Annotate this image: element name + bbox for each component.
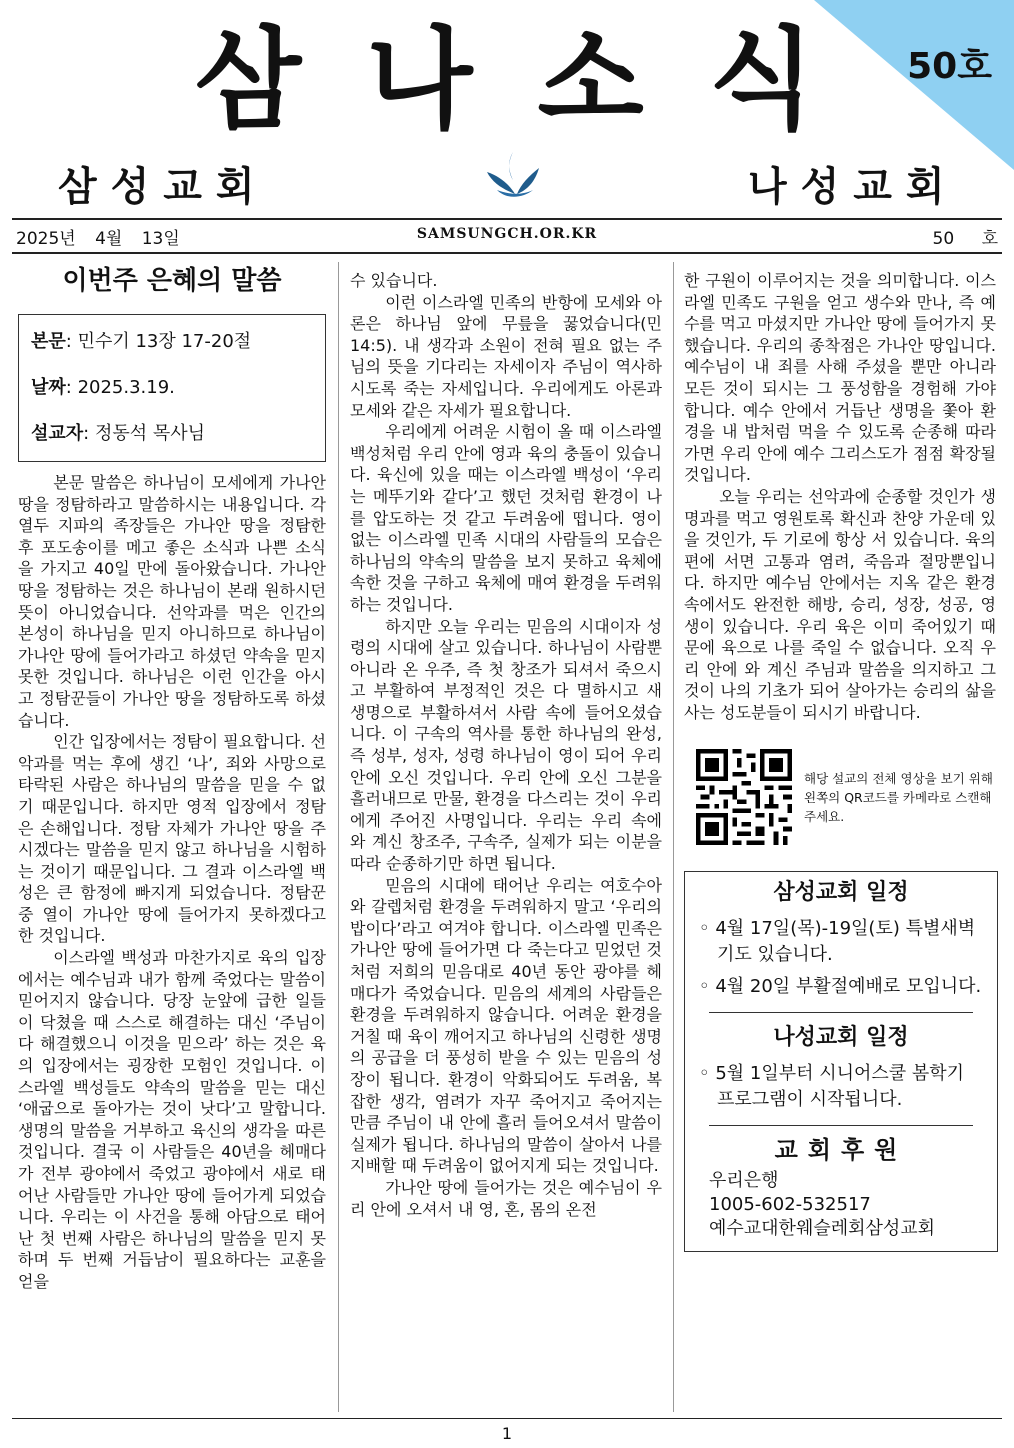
support-title: 교회후원: [774, 1135, 908, 1164]
schedule-box: [684, 871, 998, 1252]
info-label: 날짜: [31, 377, 66, 398]
samsung-schedule-title: 삼성교회 일정: [773, 880, 909, 906]
dove-logo-icon: [483, 150, 543, 200]
circle-bullet-icon: ◦: [699, 1062, 716, 1084]
qr-code-icon[interactable]: [696, 749, 792, 845]
masthead-char: 삼: [195, 16, 302, 144]
sermon-paragraph: 우리에게 어려운 시험이 올 때 이스라엘 백성처럼 우리 안에 영과 육의 충돌이 있습니다. 육신에 있을 때는 이스라엘 백성이 ‘우리는 메뚜기와 같다’고 했던 것처럼 환경이 나를 압도하는 것 같고 두려움에 떱니다. 영이 없는 이스라엘 민족 시대의 사람들의 모습은 하나님의 약속의 말씀을 보지 못하고 육체에 속한 것을 구하고 육체에 매여 환경을 두려워하는 것입니다.: [350, 422, 662, 614]
schedule-item-text: 4월 17일(목)-19일(토) 특별새벽기도 있습니다.: [715, 918, 976, 966]
info-value: : 정동석 목사님: [83, 423, 206, 444]
sermon-column-3: [684, 270, 996, 1252]
circle-bullet-icon: ◦: [699, 918, 716, 940]
schedule-divider: [709, 1012, 973, 1013]
page-number: 1: [501, 1424, 513, 1443]
sermon-paragraph: 인간 입장에서는 정탐이 필요합니다. 선악과를 먹는 후에 생긴 ‘나’, 죄와 사망으로 타락된 사람은 하나님의 말씀을 믿을 수 없기 때문입니다. 하지만 영적 입장에서 정탐은 손해입니다. 정탐 자체가 가나안 땅을 주시겠다는 말씀을 믿지 않고 하나님을 시험하는 것이기 때문입니다. 그 결과 이스라엘 백성은 큰 함정에 빠지게 되었습니다. 정탐꾼 중 열이 가나안 땅에 들어가지 못하겠다고 한 것입니다.: [18, 732, 326, 946]
info-value: : 민수기 13장 17-20절: [65, 331, 252, 352]
column-divider: [673, 262, 674, 1412]
dateline-rule: [12, 252, 1002, 254]
schedule-item-text: 4월 20일 부활절예배로 모입니다.: [715, 976, 982, 998]
sermon-paragraph: 한 구원이 이루어지는 것을 의미합니다. 이스라엘 민족도 구원을 얻고 생수와 만나, 즉 예수를 먹고 마셨지만 가나안 땅에 들어가지 못했습니다. 우리의 종착점은 가나안 땅입니다. 예수님이 내 죄를 사해 주셨을 뿐만 아니라 모든 것이 되시는 그 풍성함을 경험해 가야 합니다. 예수 안에서 거듭난 생명을 쫓아 환경을 내 밥처럼 먹을 수 있도록 순종해 따라가면 우리 안에 예수 그리스도가 점점 확장될 것입니다.: [684, 271, 996, 485]
sermon-paragraph: 하지만 오늘 우리는 믿음의 시대이자 성령의 시대에 살고 있습니다. 하나님이 사람뿐 아니라 온 우주, 즉 첫 창조가 되셔서 죽으시고 부활하여 부정적인 것은 다 멸하시고 새 생명으로 부활하셔서 사람 속에 들어오셨습니다. 이 구속의 역사를 통한 하나님의 완성, 즉 성부, 성자, 성령 하나님이 영이 되어 우리 안에 오신 것입니다. 우리 안에 오신 그분을 흘러내므로 만물, 환경을 다스리는 것이 우리에게 주어진 사명입니다. 우리는 우리 속에 와 계신 창조주, 구속주, 실제가 되는 이분을 따라 순종하기만 하면 됩니다.: [350, 616, 662, 874]
sermon-paragraph: 가나안 땅에 들어가는 것은 예수님이 우리 안에 오셔서 내 영, 혼, 몸의 온전: [350, 1177, 662, 1219]
info-date: [31, 375, 313, 401]
schedule-item: [699, 916, 983, 968]
circle-bullet-icon: ◦: [699, 976, 716, 998]
info-label: 설교자: [31, 423, 84, 444]
qr-section: [696, 749, 996, 845]
account-holder: 예수교대한웨슬레회삼성교회: [709, 1218, 936, 1240]
bank-name: 우리은행: [709, 1170, 779, 1192]
masthead-char: 나: [366, 16, 473, 144]
sermon-column-2: [350, 270, 662, 1220]
dateline: [16, 224, 998, 248]
samsung-schedule-list: [699, 916, 983, 1000]
church-name-right: 나성교회: [748, 164, 959, 210]
issue-badge: 50호: [907, 46, 992, 87]
qr-instruction: 해당 설교의 전체 영상을 보기 위해 왼쪽의 QR코드를 카메라로 스캔해 주세요.: [804, 770, 993, 824]
sermon-section-title: 이번주 은혜의 말씀: [62, 266, 282, 296]
schedule-item: [699, 1061, 983, 1113]
info-label: 본문: [31, 331, 66, 352]
naseong-schedule-title: 나성교회 일정: [773, 1025, 909, 1051]
sermon-paragraph: 본문 말씀은 하나님이 모세에게 가나안 땅을 정탐하라고 말씀하시는 내용입니다. 각 열두 지파의 족장들은 가나안 땅을 정탐한 후 포도송이를 메고 좋은 소식과 나쁜 소식을 가지고 40일 만에 돌아왔습니다. 가나안 땅을 정탐하는 것은 하나님이 본래 원하시던 뜻이 아니었습니다. 선악과를 먹은 인간의 본성이 하나님을 믿지 아니하므로 하나님이 가나안 땅에 들어가라고 하셨던 약속을 믿지 못한 것입니다. 하나님은 이런 인간을 아시고 정탐꾼들이 가나안 땅을 정탐하도록 하셨습니다.: [18, 473, 326, 730]
masthead-title: [195, 16, 815, 144]
sermon-info-box: [18, 314, 326, 462]
info-value: : 2025.3.19.: [65, 377, 175, 398]
masthead-char: 소: [537, 16, 644, 144]
sermon-paragraph: 오늘 우리는 선악과에 순종할 것인가 생명과를 먹고 영원토록 확신과 찬양 가운데 있을 것인가, 두 기로에 항상 서 있습니다. 육의 편에 서면 고통과 염려, 죽음과 절망뿐입니다. 하지만 예수님 안에서는 지옥 같은 환경 속에서도 완전한 해방, 승리, 성장, 성공, 영생이 있습니다. 우리 육은 이미 죽어있기 때문에 육으로 나를 죽일 수 없습니다. 오직 우리 안에 와 계신 주님과 말씀을 의지하고 그것이 나의 기초가 되어 살아가는 승리의 삶을 사는 성도분들이 되시기 바랍니다.: [684, 486, 996, 722]
account-number: 1005-602-532517: [709, 1194, 871, 1216]
sermon-paragraph: 이런 이스라엘 민족의 반항에 모세와 아론은 하나님 앞에 무릎을 꿇었습니다(민 14:5). 내 생각과 소원이 전혀 필요 없는 주님의 뜻을 기다리는 자세이자 주님이 역사하시도록 죽는 자세입니다. 우리에게도 아론과 모세와 같은 자세가 필요합니다.: [350, 292, 662, 420]
schedule-item: [699, 974, 983, 1000]
schedule-item-text: 5월 1일부터 시니어스쿨 봄학기 프로그램이 시작됩니다.: [715, 1062, 965, 1110]
issue-date: 2025년 4월 13일: [16, 229, 180, 249]
sermon-paragraph: 수 있습니다.: [350, 271, 438, 290]
column-divider: [338, 262, 339, 1412]
info-scripture: [31, 329, 313, 355]
info-preacher: [31, 421, 313, 447]
sermon-paragraph: 믿음의 시대에 태어난 우리는 여호수아와 갈렙처럼 환경을 두려워하지 말고 ‘우리의 밥이다’라고 여겨야 합니다. 이스라엘 민족은 가나안 땅에 들어가면 다 죽는다고 믿었던 것처럼 저희의 믿음대로 40년 동안 광야를 헤매다가 죽었습니다. 믿음의 세계의 사람들은 환경을 두려워하지 않습니다. 어려운 환경을 거칠 때 육이 깨어지고 하나님의 신령한 생명의 공급을 더 풍성히 받을 수 있는 믿음의 성장이 됩니다. 환경이 악화되어도 두려움, 복잡한 생각, 염려가 자꾸 죽어지고 죽어지는 만큼 주님이 내 안에 흘러 들어오셔서 말씀이 실제가 됩니다. 하나님의 말씀이 살아서 나를 지배할 때 두려움이 없어지게 되는 것입니다.: [350, 875, 662, 1176]
masthead-char: 식: [708, 16, 815, 144]
naseong-schedule-list: [699, 1061, 983, 1113]
website-link[interactable]: SAMSUNGCH.OR.KR: [416, 226, 598, 242]
sermon-column-1: [18, 262, 326, 1293]
church-name-left: 삼성교회: [58, 164, 269, 210]
issue-number: 50 호: [932, 229, 998, 249]
schedule-divider: [709, 1125, 973, 1126]
footer-rule: [12, 1418, 1002, 1419]
sermon-paragraph: 이스라엘 백성과 마찬가지로 육의 입장에서는 예수님과 내가 함께 죽었다는 말씀이 믿어지지 않습니다. 당장 눈앞에 급한 일들이 닥쳤을 때 스스로 해결하는 대신 ‘주님이 다 해결했으니 이것을 믿으라’ 하는 것은 육의 입장에서는 굉장한 모험인 것입니다. 이스라엘 백성들도 약속의 말씀을 믿는 대신 ‘애굽으로 돌아가는 것이 낫다’고 말합니다. 생명의 말씀을 거부하고 육신의 생각을 따른 것입니다. 결국 이 사람들은 40년을 헤매다가 전부 광야에서 죽었고 광야에서 새로 태어난 사람들만 가나안 땅에 들어가게 되었습니다. 우리는 이 사건을 통해 아담으로 태어난 첫 번째 사람은 하나님의 말씀을 믿지 못하며 두 번째 거듭남이 필요하다는 교훈을 얻을: [18, 948, 326, 1291]
header-rule: [12, 218, 1002, 220]
